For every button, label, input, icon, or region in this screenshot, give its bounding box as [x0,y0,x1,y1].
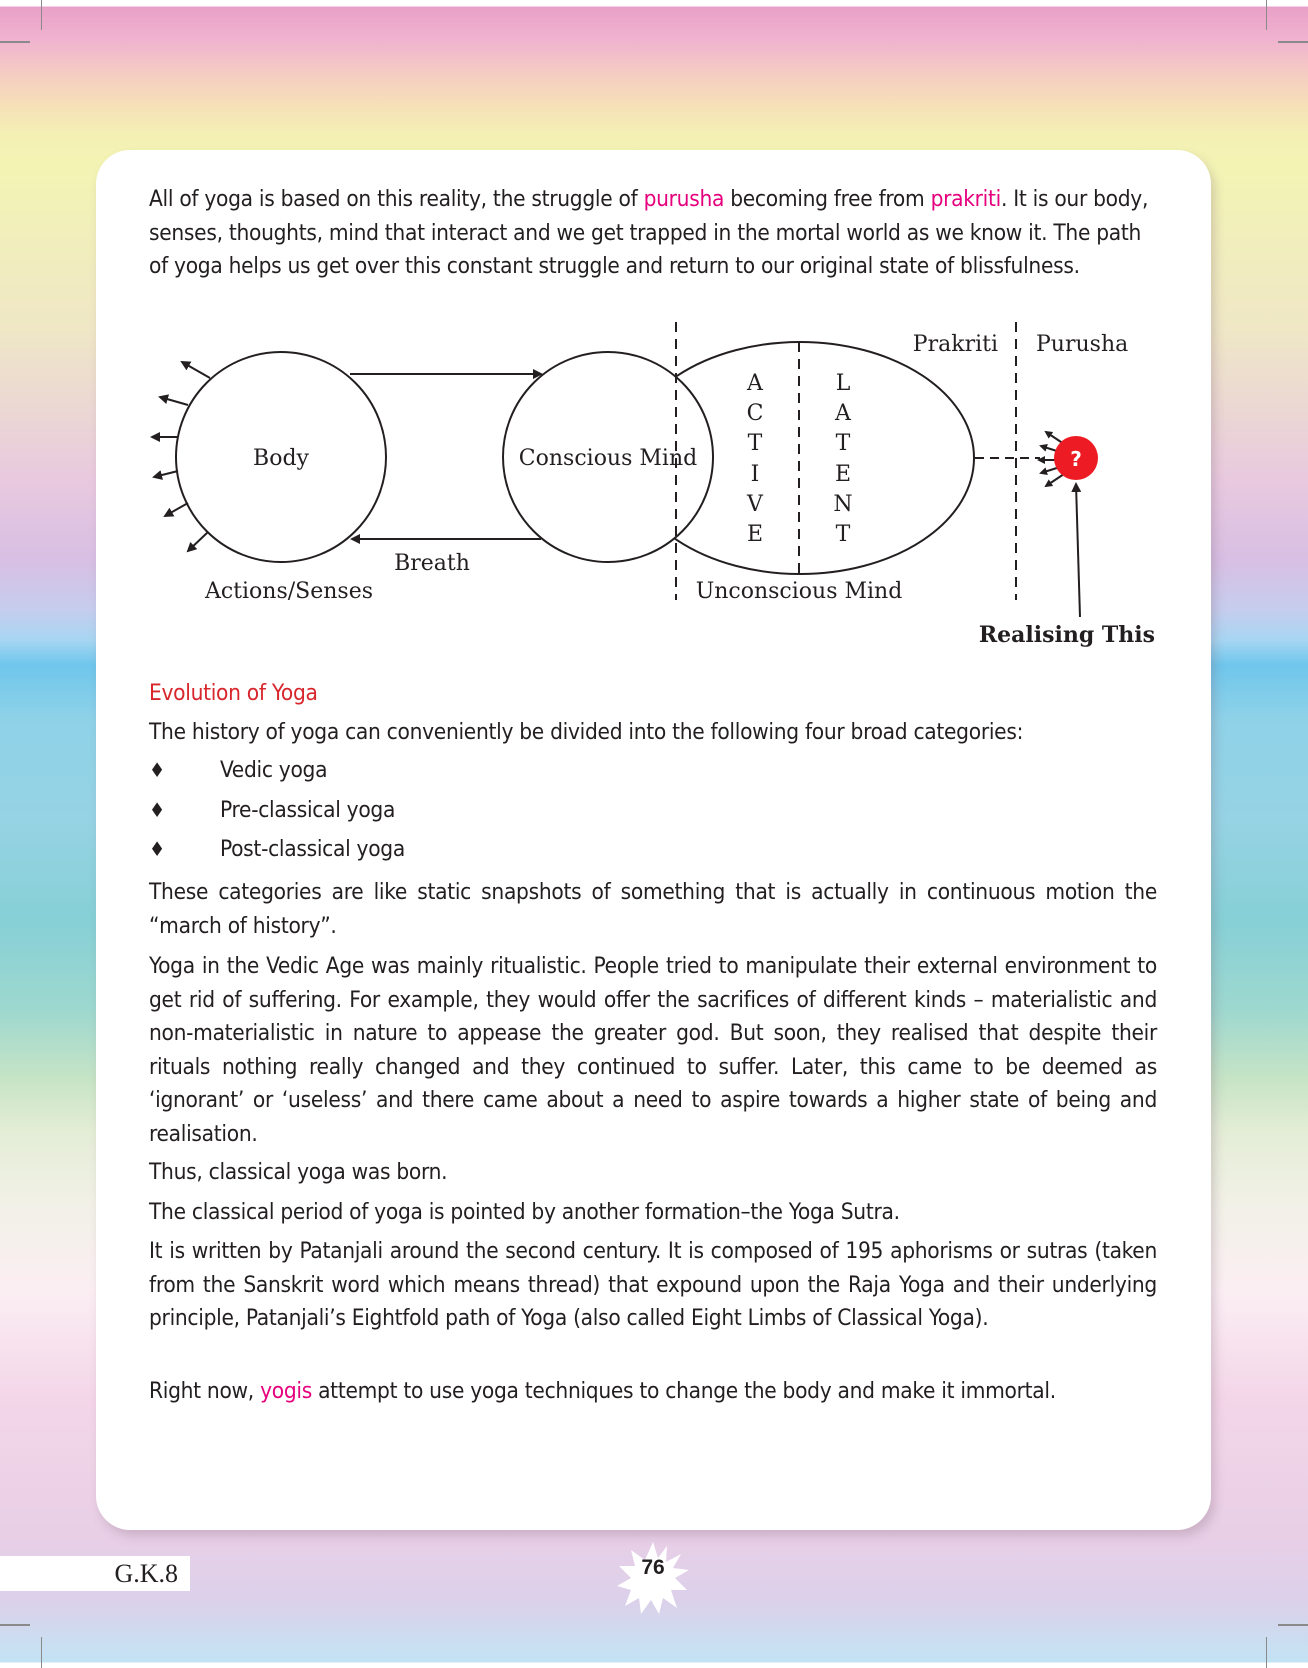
term-purusha: purusha [643,186,725,212]
svg-text:V: V [747,492,763,517]
svg-text:E: E [746,522,764,547]
breath-label: Breath [394,551,470,576]
paragraph-yoga-sutra: The classical period of yoga is pointed by another formation–the Yoga Sutra. [149,1199,900,1225]
purusha-label: Purusha [1036,332,1129,357]
intro-text: . It is our body, senses, thoughts, mind that interact and we get trapped in the mortal world as we know it. The path of yoga helps us get over this constant struggle and return to our original state of blissfulness. [149,186,1149,280]
crop-mark [41,1637,42,1668]
crop-mark [1278,1624,1308,1626]
question-mark: ? [1070,447,1082,471]
paragraph-vedic-age: Yoga in the Vedic Age was mainly ritualistic. People tried to manipulate their external environment to get rid of suffering. For example, they would offer the sacrifices of different kinds – materialistic and non-materialistic in nature to appease the greater god. But soon, they realised that despite their rituals nothing really changed and they continued to suffer. Later, this came to be deemed as ‘ignorant’ or ‘useless’ and there came about a need to aspire towards a higher state of being and realisation. [149,953,1157,1147]
paragraph-yogis: Right now, yogis attempt to use yoga techniques to change the body and make it immortal. [149,1378,1056,1404]
svg-text:T: T [747,431,763,456]
svg-text:T: T [835,522,851,547]
section-heading: Evolution of Yoga [149,680,318,706]
list-item: ♦ Post-classical yoga [149,836,405,862]
book-label: G.K.8 [0,1556,190,1591]
paragraph-march-of-history: These categories are like static snapshots of something that is actually in continuous motion the “march of history”. [149,879,1157,939]
intro-text: All of yoga is based on this reality, the struggle of [149,186,644,212]
svg-text:T: T [835,431,851,456]
svg-text:C: C [746,401,764,426]
crop-mark [1278,41,1308,43]
svg-text:N: N [833,492,853,517]
term-yogis: yogis [260,1378,312,1404]
realising-pointer [1076,484,1080,617]
section-intro: The history of yoga can conveniently be divided into the following four broad categories: [149,719,1024,745]
paragraph-patanjali: It is written by Patanjali around the second century. It is composed of 195 aphorisms or sutras (taken from the Sanskrit word which means thread) that expound upon the Raja Yoga and their underlying principle, Patanjali’s Eightfold path of Yoga (also called Eight Limbs of Classical Yoga). [149,1238,1157,1332]
paragraph-classical-born: Thus, classical yoga was born. [149,1159,448,1185]
svg-text:I: I [750,462,760,487]
crop-mark [0,1624,30,1626]
crop-mark [41,0,42,30]
realising-this-label: Realising This [978,622,1155,648]
svg-text:L: L [835,371,851,396]
intro-text: becoming free from [724,186,931,212]
unconscious-mind-label: Unconscious Mind [695,579,903,604]
actions-senses-label: Actions/Senses [204,579,374,604]
diamond-bullet-icon: ♦ [149,798,165,822]
list-item: ♦ Vedic yoga [149,757,328,783]
body-label: Body [253,446,309,471]
crop-mark [0,41,30,43]
svg-text:E: E [834,462,852,487]
diamond-bullet-icon: ♦ [149,837,165,861]
crop-mark [1266,0,1267,30]
intro-paragraph [149,183,1157,284]
page-number: 76 [641,1556,665,1579]
term-prakriti: prakriti [930,186,1001,212]
diamond-bullet-icon: ♦ [149,758,165,782]
mind-diagram [0,310,1308,650]
svg-text:A: A [747,371,763,396]
svg-text:A: A [835,401,851,426]
list-item: ♦ Pre-classical yoga [149,797,396,823]
crop-mark [1266,1637,1267,1668]
conscious-mind-label: Conscious Mind [518,446,698,471]
prakriti-label: Prakriti [912,332,998,357]
